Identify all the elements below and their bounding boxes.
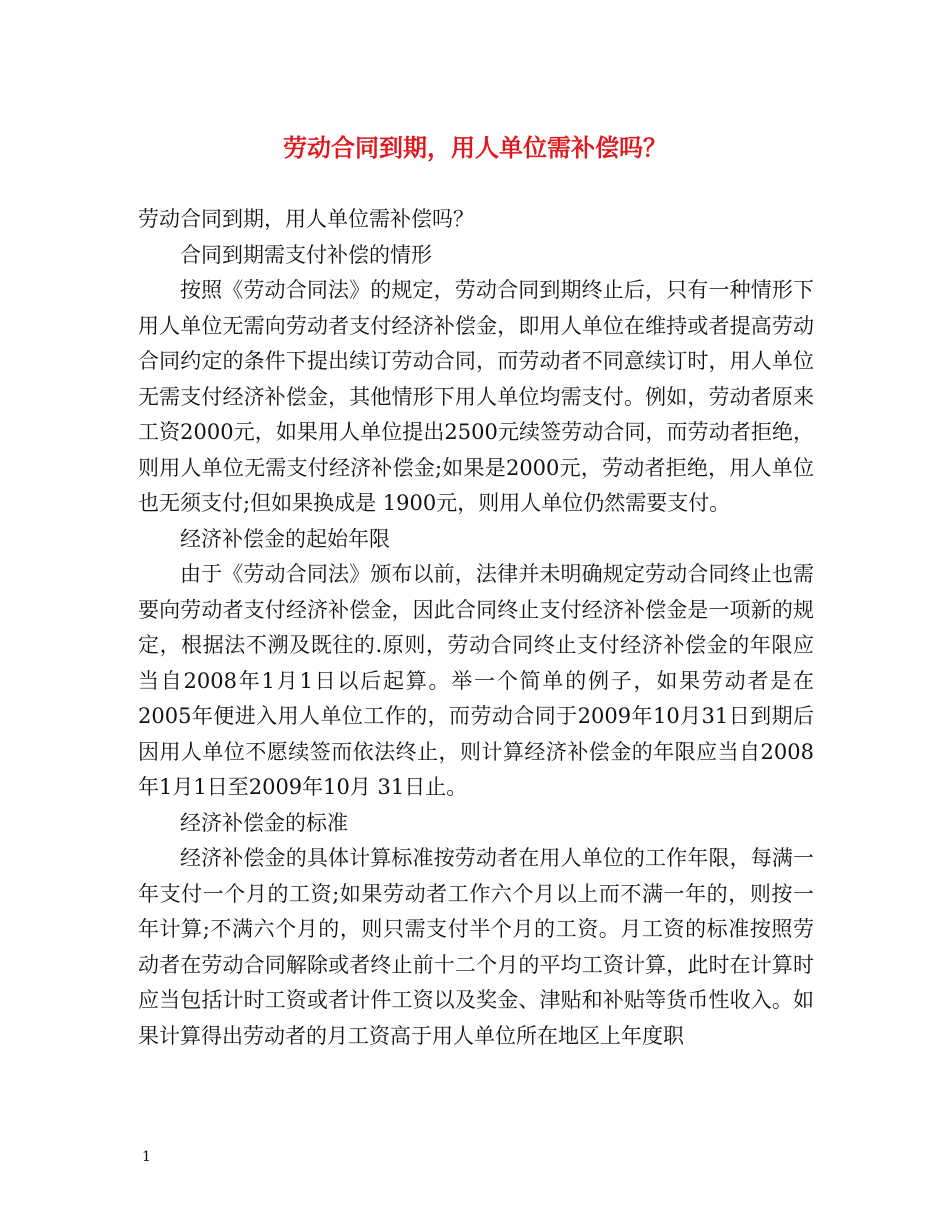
page-number: 1	[142, 1149, 151, 1165]
section-heading-standard: 经济补偿金的标准	[180, 810, 348, 835]
paragraph-compensation-cases: 按照《劳动合同法》的规定，劳动合同到期终止后，只有一种情形下用人单位无需向劳动者支付经济补偿金，即用人单位在维持或者提高劳动合同约定的条件下提出续订劳动合同，而劳动者不同意续订时，用人单位无需支付经济补偿金，其他情形下用人单位均需支付。例如，劳动者原来工资2000元，如果用人单位提出2500元续签劳动合同，而劳动者拒绝，则用人单位无需支付经济补偿金;如果是2000元，劳动者拒绝，用人单位也无须支付;但如果换成是 1900元，则用人单位仍然需要支付。	[138, 278, 814, 515]
paragraph-heading-repeat: 劳动合同到期，用人单位需补偿吗？	[138, 207, 474, 231]
section-heading-compensation-cases: 合同到期需支付补偿的情形	[180, 242, 432, 267]
document-title: 劳动合同到期，用人单位需补偿吗？	[283, 133, 667, 162]
section-heading-start-year: 经济补偿金的起始年限	[180, 526, 390, 551]
document-body	[138, 202, 814, 1054]
paragraph-start-year: 由于《劳动合同法》颁布以前，法律并未明确规定劳动合同终止也需要向劳动者支付经济补偿金，因此合同终止支付经济补偿金是一项新的规定，根据法不溯及既往的.原则，劳动合同终止支付经济补偿金的年限应当自2008年1月1日以后起算。举一个简单的例子，如果劳动者是在2005年便进入用人单位工作的，而劳动合同于2009年10月31日到期后因用人单位不愿续签而依法终止，则计算经济补偿金的年限应当自2008年1月1日至2009年10月 31日止。	[138, 562, 814, 799]
paragraph-standard: 经济补偿金的具体计算标准按劳动者在用人单位的工作年限，每满一年支付一个月的工资;如果劳动者工作六个月以上而不满一年的，则按一年计算;不满六个月的，则只需支付半个月的工资。月工资的标准按照劳动者在劳动合同解除或者终止前十二个月的平均工资计算，此时在计算时应当包括计时工资或者计件工资以及奖金、津贴和补贴等货币性收入。如果计算得出劳动者的月工资高于用人单位所在地区上年度职	[138, 846, 814, 1048]
